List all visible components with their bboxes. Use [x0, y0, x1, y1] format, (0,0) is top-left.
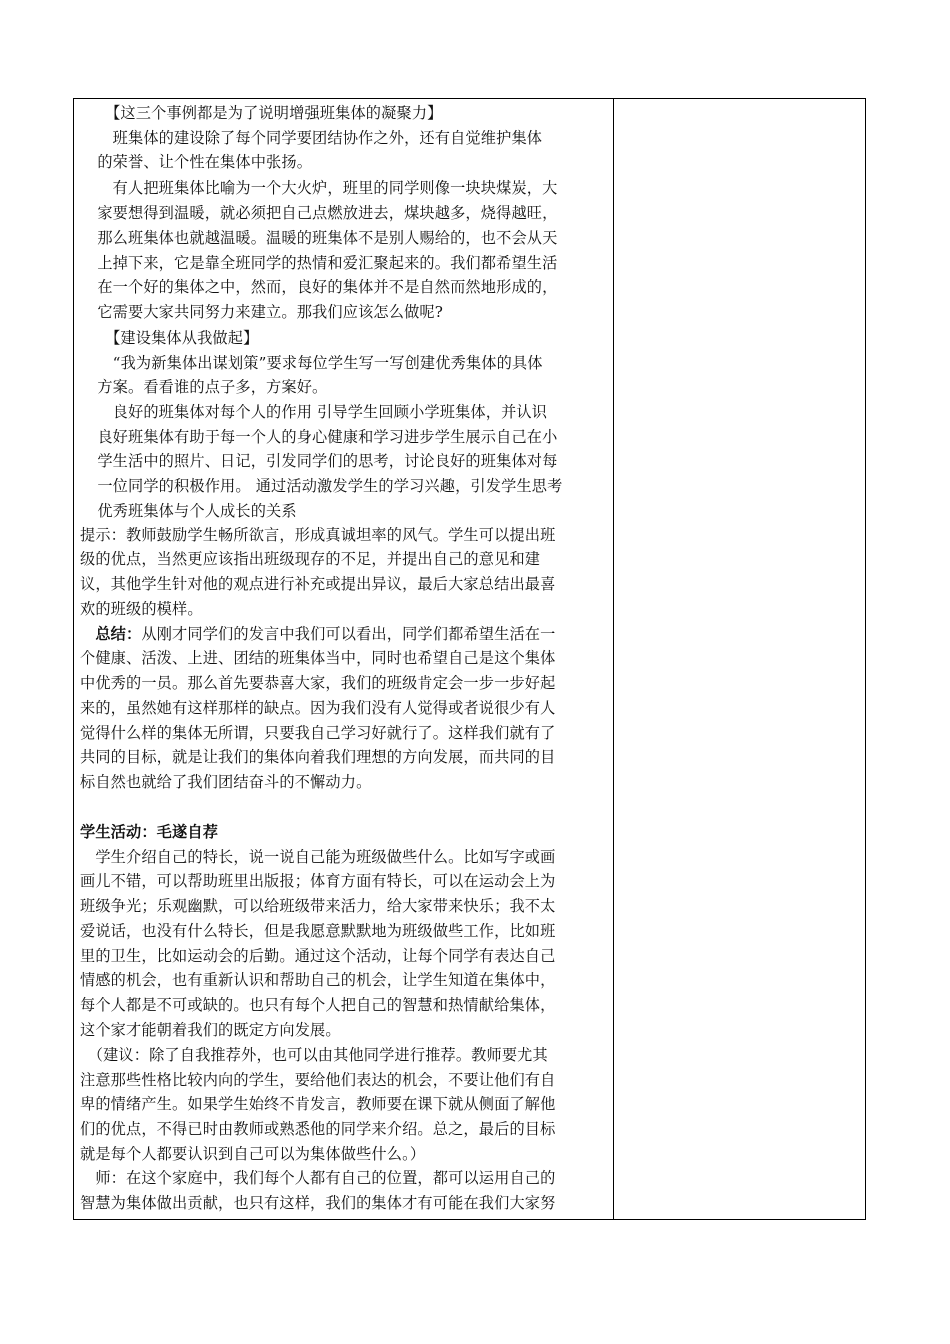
text-line: 爱说话，也没有什么特长，但是我愿意默默地为班级做些工作，比如班 [80, 922, 556, 940]
heading-line: 【建设集体从我做起】 [82, 329, 259, 347]
section-heading: 学生活动：毛遂自荐 [80, 823, 219, 841]
text-line: 议，其他学生针对他的观点进行补充或提出异议，最后大家总结出最喜 [80, 575, 556, 593]
text-line: 在一个好的集体之中，然而，良好的集体并不是自然而然地形成的， [82, 278, 558, 296]
text-line: 智慧为集体做出贡献，也只有这样，我们的集体才有可能在我们大家努 [80, 1194, 556, 1212]
text-line: 上掉下来，它是靠全班同学的热情和爱汇聚起来的。我们都希望生活 [82, 254, 558, 272]
text-line: 有人把班集体比喻为一个大火炉，班里的同学则像一块块煤炭，大 [82, 179, 558, 197]
summary-line [80, 622, 555, 647]
text-line: 学生活中的照片、日记，引发同学们的思考，讨论良好的班集体对每 [82, 452, 558, 470]
text-line: 方案。看看谁的点子多，方案好。 [82, 378, 328, 396]
text-line: 共同的目标，就是让我们的集体向着我们理想的方向发展，而共同的目 [80, 748, 556, 766]
text-line: 卑的情绪产生。如果学生始终不肯发言，教师要在课下就从侧面了解他 [80, 1095, 556, 1113]
text-line: 觉得什么样的集体无所谓，只要我自己学习好就行了。这样我们就有了 [80, 724, 556, 742]
lesson-plan-table [73, 98, 866, 1220]
text-line: 班集体的建设除了每个同学要团结协作之外，还有自觉维护集体 [82, 129, 543, 147]
text-line: 标自然也就给了我们团结奋斗的不懈动力。 [80, 773, 372, 791]
summary-text: 从刚才同学们的发言中我们可以看出，同学们都希望生活在一 [141, 625, 556, 643]
text-line: 中优秀的一员。那么首先要恭喜大家，我们的班级肯定会一步一步好起 [80, 674, 556, 692]
text-line: 画儿不错，可以帮助班里出版报；体育方面有特长，可以在运动会上为 [80, 872, 556, 890]
content-cell [74, 99, 613, 1219]
text-line: （建议：除了自我推荐外，也可以由其他同学进行推荐。教师要尤其 [80, 1046, 548, 1064]
text-line: 的荣誉、让个性在集体中张扬。 [82, 153, 313, 171]
text-line: 情感的机会，也有重新认识和帮助自己的机会，让学生知道在集体中， [80, 971, 556, 989]
text-line: 良好的班集体对每个人的作用 引导学生回顾小学班集体，并认识 [82, 403, 548, 421]
text-line: 个健康、活泼、上进、团结的班集体当中，同时也希望自己是这个集体 [80, 649, 556, 667]
text-line: 来的，虽然她有这样那样的缺点。因为我们没有人觉得或者说很少有人 [80, 699, 556, 717]
text-line: 这个家才能朝着我们的既定方向发展。 [80, 1021, 341, 1039]
text-line: 每个人都是不可或缺的。也只有每个人把自己的智慧和热情献给集体， [80, 996, 556, 1014]
text-line: 班级争光；乐观幽默，可以给班级带来活力，给大家带来快乐；我不太 [80, 897, 556, 915]
text-line: 欢的班级的模样。 [80, 600, 203, 618]
text-line: 一位同学的积极作用。 通过活动激发学生的学习兴趣，引发学生思考 [82, 477, 563, 495]
text-line: 家要想得到温暖，就必须把自己点燃放进去，煤块越多，烧得越旺， [82, 204, 558, 222]
text-line: 就是每个人都要认识到自己可以为集体做些什么。） [80, 1145, 426, 1163]
text-line: 那么班集体也就越温暖。温暖的班集体不是别人赐给的，也不会从天 [82, 229, 558, 247]
notes-cell [614, 99, 865, 1219]
text-line: 良好班集体有助于每一个人的身心健康和学习进步学生展示自己在小 [82, 428, 558, 446]
summary-label: 总结： [80, 625, 142, 643]
text-line: 级的优点，当然更应该指出班级现存的不足，并提出自己的意见和建 [80, 550, 541, 568]
text-line: 师：在这个家庭中，我们每个人都有自己的位置，都可以运用自己的 [80, 1169, 556, 1187]
text-line: 注意那些性格比较内向的学生，要给他们表达的机会，不要让他们有自 [80, 1071, 556, 1089]
text-line: 们的优点，不得已时由教师或熟悉他的同学来介绍。总之，最后的目标 [80, 1120, 556, 1138]
text-line: 学生介绍自己的特长，说一说自己能为班级做些什么。比如写字或画 [80, 848, 556, 866]
text-line: 里的卫生，比如运动会的后勤。通过这个活动，让每个同学有表达自己 [80, 947, 556, 965]
text-line: 优秀班集体与个人成长的关系 [82, 502, 297, 520]
text-line: 提示：教师鼓励学生畅所欲言，形成真诚坦率的风气。学生可以提出班 [80, 526, 556, 544]
heading-line: 【这三个事例都是为了说明增强班集体的凝聚力】 [82, 104, 443, 122]
text-line: “我为新集体出谋划策”要求每位学生写一写创建优秀集体的具体 [82, 354, 543, 372]
text-line: 它需要大家共同努力来建立。那我们应该怎么做呢? [82, 303, 444, 321]
